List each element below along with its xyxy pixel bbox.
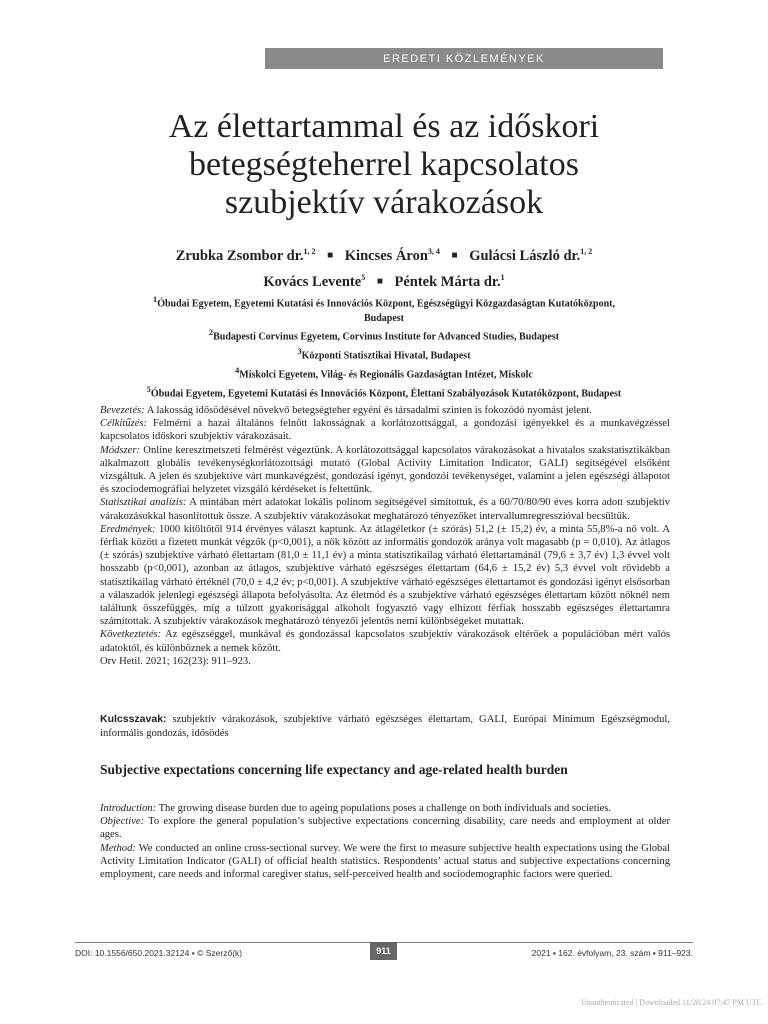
keywords [100,712,670,741]
author-name: Zrubka Zsombor dr. [175,247,304,264]
title-line: szubjektív várakozások [224,184,544,221]
author-affiliation-ref: 1, 2 [580,247,593,256]
author-affiliation-ref: 5 [361,272,366,282]
author-separator: ■ [327,249,334,261]
abstract-paragraph: Eredmények: 1000 kitöltőtől 914 érvényes választ kaptunk. Az átlagéletkor (± szórás) 51,2 (± 15,2) év, a minta 55,8%-a nő volt. A férfiak között a fizetett munkát végzők (p<0,001), a nők között az informális gondozók aránya volt magasabb (p = 0,010). Az átlagos (± szórás) szubjektíve várható élettartam (81,0 ± 11,1 év) a minta statisztikailag várható élettartamánál (79,6 ± 3,7 év) 1,3 évvel volt hosszabb (p<0,001), azonban az átlagos, szubjektíve várható egészséges élettartam (64,6 ± 15,2 év) 5,3 évvel volt rövidebb a statisztikailag várható értéknél (70,0 ± 4,2 év; p<0,001). A szubjektíve várható egészséges élettartamot és gondozási igényt elsősorban a válaszadók jelenlegi egészségi állapota befolyásolta. Az életmód és a szubjektíve várható egészséges élettartam között nőknél nem találtunk összefüggés, míg a túlzott gyakorisággal alkoholt fogyasztó vagy elhízott férfiak hosszabb egészséges élettartamra számítottak. A szubjektív várakozások meghatározó tényezői jelentős nemi különbségeket mutattak. [100,523,670,628]
author-affiliation-ref: 3, 4 [427,247,440,256]
article-title [0,108,768,222]
page-footer [75,942,693,961]
author-line [0,267,768,293]
affiliation: $^4$Miskolci Egyetem, Világ- és Regionális Gazdaságtan Intézet, Miskolc [235,365,533,381]
abstract-paragraph: Következtetés: Az egészséggel, munkával és gondozással kapcsolatos szubjektív várakozások eltérőek a populációban mért valós adatoktól, és különböznek a nemek között. [100,629,670,654]
title-line: Az élettartammal és az időskori [168,108,600,145]
abstract-paragraph: Bevezetés: A lakosság idősödésével növekvő betegségteher egyéni és társadalmi szinten is fokozódó nyomást jelent. [100,405,592,416]
section-banner: EREDETI KÖZLEMÉNYEK [265,48,663,69]
affiliation: Budapest [363,312,404,324]
author-list [0,241,768,293]
english-title: Subjective expectations concerning life expectancy and age-related health burden [100,762,568,777]
author-affiliation-ref: 1 [500,272,505,282]
download-watermark: Unauthenticated | Downloaded 11/28/24 07:47 PM UTC [581,998,762,1007]
doi-link[interactable]: DOI: 10.1556/650.2021.32124 ▪ © Szerző(k) [75,948,243,958]
author-separator: ■ [451,249,458,261]
author-name: Gulácsi László dr. [469,247,581,264]
author-affiliation-ref: 1, 2 [303,247,316,256]
affiliation: $^1$Óbudai Egyetem, Egyetemi Kutatási és Innovációs Központ, Egészségügyi Közgazdaságtan Kutatóközpont, [153,295,615,310]
abstract-paragraph: Introduction: The growing disease burden due to ageing populations poses a challenge on both individuals and societies. [100,803,612,814]
author-name: Kovács Levente [263,273,362,290]
abstract-paragraph: Statisztikai analízis: A mintában mért adatokat lokális polinom segítségével simítottuk, és a 60/70/80/90 éves korra adott szubjektív várakozásokkal hasonlítottuk össze. A szubjektív várakozásokat meghatározó tényezőket intervallumregresszióval becsültük. [100,497,671,522]
author-name: Kincses Áron [344,247,428,264]
abstract-paragraph: Célkitűzés: Felmérni a hazai általános felnőtt lakosságnak a korlátozottsággal, a gondozási igényekkel és a munkavégzéssel kapcsolatos időskori szubjektív várakozásait. [100,418,670,443]
abstract-paragraph: Objective: To explore the general population’s subjective expectations concerning disability, care needs and employment at older ages. [100,816,670,841]
author-line [0,241,768,267]
citation-line: Orv Hetil. 2021; 162(23): 911–923. [100,655,251,667]
hungarian-abstract [100,404,670,668]
page-number: 911 [370,942,397,960]
affiliation: $^5$Óbudai Egyetem, Egyetemi Kutatási és Innovációs Központ, Élettani Szabályozások Kutatóközpont, Budapest [146,384,622,400]
journal-citation: 2021 ▪ 162. évfolyam, 23. szám ▪ 911–923. [531,948,693,958]
affiliation: $^3$Központi Statisztikai Hivatal, Budapest [297,347,471,362]
title-line: betegségteherrel kapcsolatos [189,146,579,183]
author-separator: ■ [376,275,383,287]
affiliation: $^2$Budapesti Corvinus Egyetem, Corvinus Institute for Advanced Studies, Budapest [208,328,560,343]
affiliations [60,293,708,402]
keywords-label: Kulcsszavak: [100,713,167,725]
english-abstract [100,802,670,881]
abstract-paragraph: Method: We conducted an online cross-sectional survey. We were the first to measure subjective health expectations using the Global Activity Limitation Indicator (GALI) of official health statistics. Respondents’ actual status and subjective expectations concerning employment, care needs and informal caregiver status, self-perceived health and sociodemographic factors were queried. [100,842,670,881]
author-name: Péntek Márta dr. [394,273,501,290]
abstract-paragraph: Módszer: Online keresztmetszeti felmérést végeztünk. A korlátozottsággal kapcsolatos várakozásokat a hivatalos szakstatisztikákban alkalmazott globális tevékenységkorlátozottsági mutató (Global Activity Limitation Indicator, GALI) segítségével elsőként vizsgáltuk. A jelen és szubjektíve várt munkavégzést, gondozási igényt, gondozói tevékenységet, valamint a jelen egészségi állapotot és szociodemográfiai helyzetet vizsgáló kérdéseket is feltettünk. [100,444,670,496]
keywords-text: szubjektív várakozások, szubjektíve várható egészséges élettartam, GALI, Európai Minimum Egészségmodul, informális gondozás, idősödés [100,714,670,739]
